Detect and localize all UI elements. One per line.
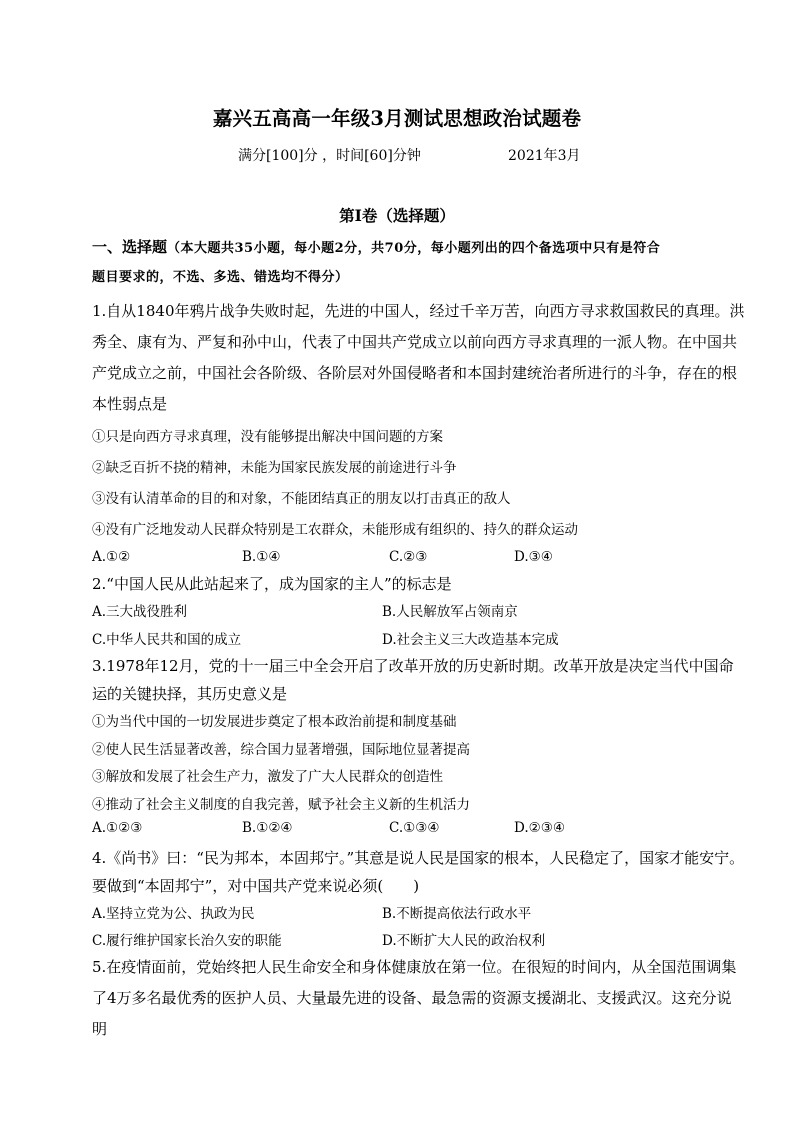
q4-stem-line2: 要做到“本固邦宁”，对中国共产党来说必须( ) — [92, 877, 420, 895]
exam-date: 2021年3月 — [508, 148, 581, 164]
q4-option-c: C.履行维护国家长治久安的职能 — [92, 933, 282, 949]
q1-stem-line3: 产党成立之前，中国社会各阶级、各阶层对外国侵略者和本国封建统治者所进行的斗争，存在的根 — [92, 364, 738, 382]
q3-option-b: B.①②④ — [242, 820, 293, 836]
q1-stem-line1: 1.自从1840年鸦片战争失败时起，先进的中国人，经过千辛万苦，向西方寻求救国救民的真理。洪 — [92, 302, 745, 320]
q1-stem-line4: 本性弱点是 — [92, 395, 168, 413]
q1-item-3: ③没有认清革命的目的和对象，不能团结真正的朋友以打击真正的敌人 — [92, 491, 511, 507]
q2-option-a: A.三大战役胜利 — [92, 604, 188, 620]
q3-item-1: ①为当代中国的一切发展进步奠定了根本政治前提和制度基础 — [92, 714, 457, 730]
q3-option-c: C.①③④ — [389, 820, 440, 836]
exam-title: 嘉兴五高高一年级3月测试思想政治试题卷 — [212, 107, 582, 130]
q2-option-d: D.社会主义三大改造基本完成 — [382, 632, 559, 648]
q3-stem-line1: 3.1978年12月，党的十一届三中全会开启了改革开放的历史新时期。改革开放是决定当代中国命 — [92, 657, 734, 675]
q1-stem-line2: 秀全、康有为、严复和孙中山，代表了中国共产党成立以前向西方寻求真理的一派人物。在中国共 — [92, 333, 738, 351]
q3-option-a: A.①②③ — [92, 820, 143, 836]
q1-item-4: ④没有广泛地发动人民群众特别是工农群众，未能形成有组织的、持久的群众运动 — [92, 522, 578, 538]
section-header — [92, 236, 660, 257]
q3-stem-line2: 运的关键抉择，其历史意义是 — [92, 685, 288, 703]
q3-option-d: D.②③④ — [514, 820, 565, 836]
q4-stem-line1: 4.《尚书》曰：“民为邦本，本固邦宁。”其意是说人民是国家的根本，人民稳定了，国家才能安宁。 — [92, 849, 745, 867]
section-label: 一、选择题 — [92, 238, 168, 256]
q3-item-3: ③解放和发展了社会生产力，激发了广大人民群众的创造性 — [92, 769, 443, 785]
part-title: 第Ⅰ卷（选择题） — [339, 206, 455, 225]
q2-stem-line1: 2.“中国人民从此站起来了，成为国家的主人”的标志是 — [92, 575, 452, 593]
q4-option-d: D.不断扩大人民的政治权利 — [382, 933, 546, 949]
q1-option-a: A.①② — [92, 549, 131, 565]
q1-item-2: ②缺乏百折不挠的精神，未能为国家民族发展的前途进行斗争 — [92, 460, 457, 476]
q1-item-1: ①只是向西方寻求真理，没有能够提出解决中国问题的方案 — [92, 429, 443, 445]
q5-stem-line2: 了4万多名最优秀的医护人员、大量最先进的设备、最急需的资源支援湖北、支援武汉。这充分说 — [92, 989, 732, 1007]
section-note-line2: 题目要求的，不选、多选、错选均不得分） — [92, 270, 349, 285]
q3-item-4: ④推动了社会主义制度的自我完善，赋予社会主义新的生机活力 — [92, 797, 470, 813]
section-note-line2-wrap — [92, 266, 349, 285]
q5-stem-line1: 5.在疫情面前，党始终把人民生命安全和身体健康放在第一位。在很短的时间内，从全国范围调集 — [92, 958, 737, 976]
q1-option-b: B.①④ — [242, 549, 281, 565]
q3-item-2: ②使人民生活显著改善，综合国力显著增强，国际地位显著提高 — [92, 742, 470, 758]
q4-option-a: A.坚持立党为公、执政为民 — [92, 906, 255, 922]
q4-option-b: B.不断提高依法行政水平 — [382, 906, 532, 922]
q5-stem-line3: 明 — [92, 1020, 108, 1038]
q1-option-d: D.③④ — [514, 549, 553, 565]
exam-info: 满分[100]分 ，时间[60]分钟 — [238, 148, 421, 164]
q2-option-c: C.中华人民共和国的成立 — [92, 632, 242, 648]
q1-option-c: C.②③ — [389, 549, 428, 565]
section-note-line1: （本大题共35小题，每小题2分，共70分，每小题列出的四个备选项中只有是符合 — [167, 241, 661, 256]
q2-option-b: B.人民解放军占领南京 — [382, 604, 518, 620]
